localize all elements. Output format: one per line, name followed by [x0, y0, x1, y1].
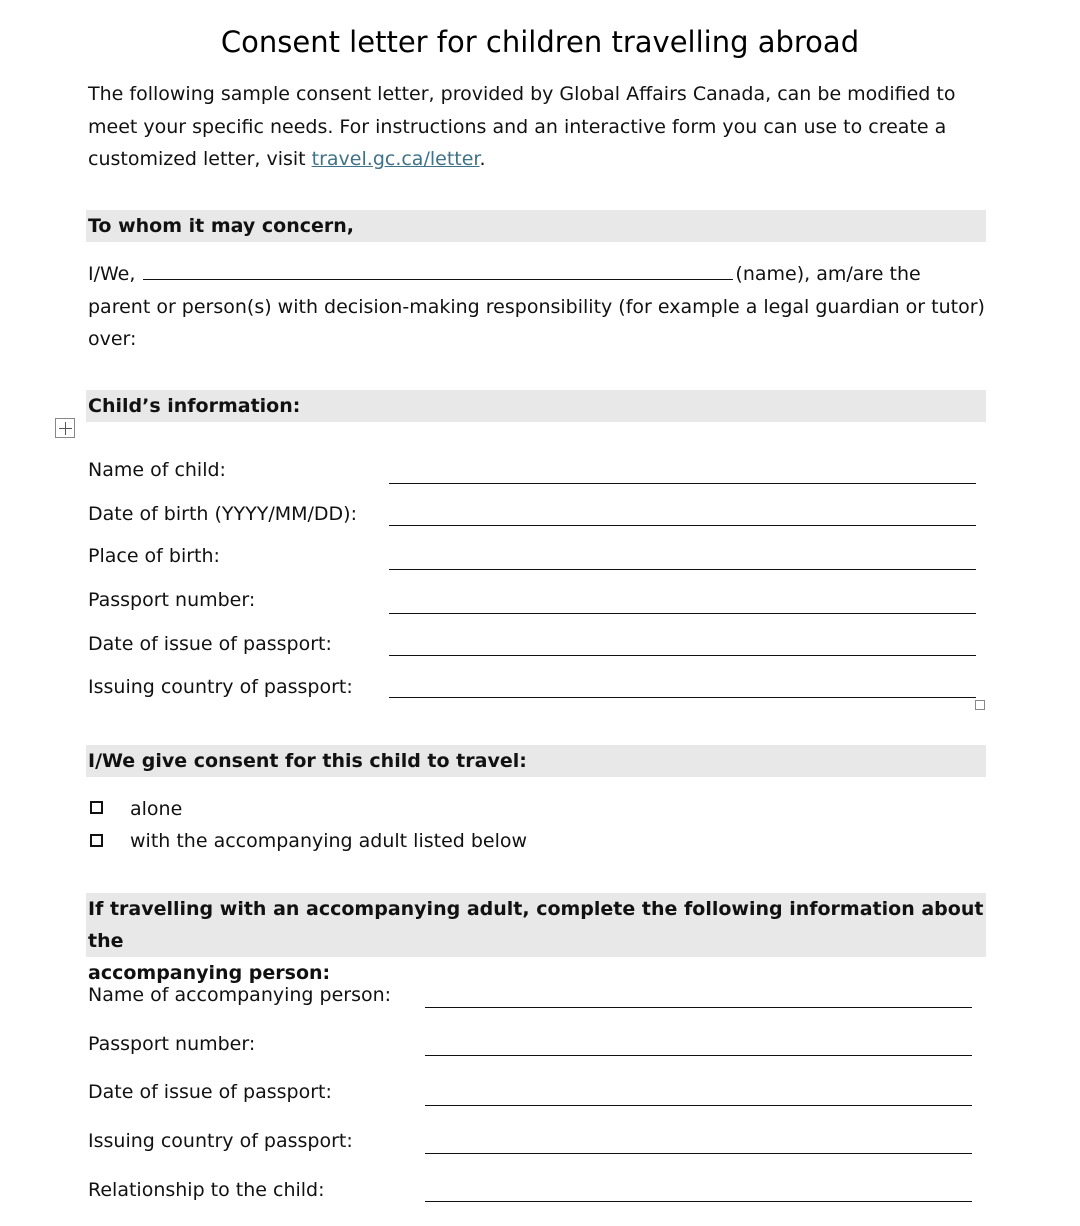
consent-heading: I/We give consent for this child to travel:	[86, 745, 986, 777]
adult-heading-line2: accompanying person:	[88, 962, 331, 984]
adult-passport-issue-date-field[interactable]	[425, 1105, 972, 1106]
child-passport-issue-date-field[interactable]	[389, 655, 976, 656]
intro-text: The following sample consent letter, provided by Global Affairs Canada, can be modified to meet your specific needs. For instructions and an interactive form you can use to create a customized letter, visit	[88, 83, 956, 170]
child-field-label: Date of birth (YYYY/MM/DD):	[88, 503, 357, 525]
child-name-field[interactable]	[389, 483, 976, 484]
parent-name-field[interactable]	[143, 261, 733, 280]
adult-name-field[interactable]	[425, 1007, 972, 1008]
adult-info-heading	[86, 893, 986, 984]
adult-field-label: Relationship to the child:	[88, 1179, 325, 1201]
intro-paragraph	[88, 78, 988, 176]
child-dob-field[interactable]	[389, 525, 976, 526]
accompanied-checkbox[interactable]	[90, 834, 103, 847]
table-move-handle-icon[interactable]	[55, 418, 75, 438]
child-field-label: Date of issue of passport:	[88, 633, 332, 655]
child-field-label: Name of child:	[88, 459, 226, 481]
child-field-label: Issuing country of passport:	[88, 676, 353, 698]
travel-letter-link[interactable]: travel.gc.ca/letter	[311, 148, 480, 170]
adult-field-label: Name of accompanying person:	[88, 984, 392, 1006]
greeting-heading: To whom it may concern,	[86, 210, 986, 242]
adult-passport-country-field[interactable]	[425, 1153, 972, 1154]
adult-field-label: Issuing country of passport:	[88, 1130, 353, 1152]
adult-field-label: Date of issue of passport:	[88, 1081, 332, 1103]
alone-checkbox[interactable]	[90, 801, 103, 814]
declaration-lead: I/We,	[88, 263, 136, 285]
adult-field-label: Passport number:	[88, 1033, 256, 1055]
adult-passport-number-field[interactable]	[425, 1055, 972, 1056]
declaration-paragraph	[88, 258, 988, 356]
adult-heading-line1: If travelling with an accompanying adult, complete the following information about the	[88, 898, 984, 952]
alone-option-label: alone	[130, 798, 183, 820]
intro-text-end: .	[479, 148, 486, 170]
declaration-rest: parent or person(s) with decision-making responsibility (for example a legal guardian or tutor) over:	[88, 295, 985, 350]
child-info-heading: Child’s information:	[86, 390, 986, 422]
page-title: Consent letter for children travelling abroad	[220, 25, 860, 59]
declaration-after-blank: (name), am/are the	[735, 263, 921, 285]
adult-relationship-field[interactable]	[425, 1201, 972, 1202]
child-field-label: Place of birth:	[88, 545, 220, 567]
child-passport-number-field[interactable]	[389, 613, 976, 614]
accompanied-option-label: with the accompanying adult listed below	[130, 830, 528, 852]
table-resize-handle[interactable]	[975, 700, 985, 710]
child-birthplace-field[interactable]	[389, 569, 976, 570]
child-field-label: Passport number:	[88, 589, 256, 611]
child-passport-country-field[interactable]	[389, 697, 976, 698]
